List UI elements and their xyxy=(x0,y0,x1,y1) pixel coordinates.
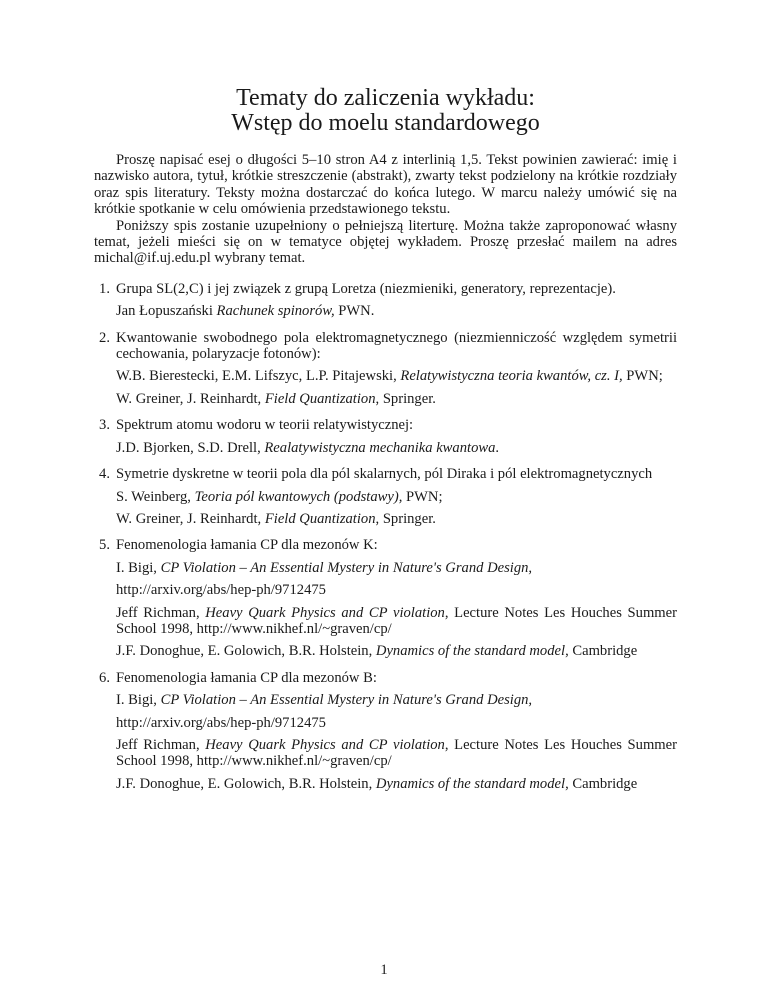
topic-item xyxy=(94,466,677,527)
item-number: 1. xyxy=(99,280,110,297)
reference xyxy=(116,776,677,792)
reference xyxy=(116,489,677,505)
reference xyxy=(116,715,677,731)
ref-authors: I. Bigi, xyxy=(116,692,161,709)
reference xyxy=(116,303,677,319)
ref-title: Rachunek spinorów, xyxy=(216,303,335,320)
topic-text: Kwantowanie swobodnego pola elektromagnetycznego (niezmienniczość względem symetrii cechowania, polaryzacje fotonów): xyxy=(116,329,677,363)
reference xyxy=(116,440,677,456)
reference xyxy=(116,391,677,407)
intro-paragraph: Poniższy spis zostanie uzupełniony o pełniejszą literturę. Można także zaproponować własny temat, jeżeli mieści się on w tematyce objętej wykładem. Proszę przesłać mailem na adres michal@if.uj.edu.pl wybrany temat. xyxy=(94,217,677,267)
ref-publisher: , Springer. xyxy=(375,510,436,527)
ref-publisher: . xyxy=(495,439,500,456)
ref-authors: http://arxiv.org/abs/hep-ph/9712475 xyxy=(116,714,326,731)
topic-item xyxy=(94,670,677,792)
ref-publisher: , Lecture Notes Les Houches Summer School 1998, http://www.nikhef.nl/~graven/cp/ xyxy=(116,604,677,637)
topic-text: Grupa SL(2,C) i jej związek z grupą Loretza (niezmieniki, generatory, reprezentacje). xyxy=(116,280,616,297)
topic-item xyxy=(94,537,677,659)
ref-authors: J.D. Bjorken, S.D. Drell, xyxy=(116,439,265,456)
page-number: 1 xyxy=(380,962,388,978)
ref-title: Field Quantization xyxy=(264,510,376,527)
intro-paragraph: Proszę napisać esej o długości 5–10 stron A4 z interlinią 1,5. Tekst powinien zawierać: imię i nazwisko autora, tytuł, krótkie streszczenie (abstrakt), zwarty tekst podzielony na krótkie rozdziały oraz spis literatury. Teksty można dostarczać do końca lutego. W marcu należy umówić się na krótkie spotkanie w celu omówienia przedstawionego tekstu. xyxy=(94,152,677,218)
item-number: 5. xyxy=(99,537,110,554)
ref-title: Dynamics of the standard model xyxy=(375,775,566,792)
ref-title: Heavy Quark Physics and CP violation xyxy=(205,604,445,621)
ref-publisher: , Lecture Notes Les Houches Summer School 1998, http://www.nikhef.nl/~graven/cp/ xyxy=(116,736,677,770)
document-title xyxy=(94,86,677,136)
ref-authors: http://arxiv.org/abs/hep-ph/9712475 xyxy=(116,582,326,599)
topic-list xyxy=(94,281,677,792)
ref-title: Heavy Quark Physics and CP violation xyxy=(205,736,445,753)
ref-publisher: PWN; xyxy=(402,488,443,505)
ref-authors: Jan Łopuszański xyxy=(116,303,217,320)
ref-publisher: PWN; xyxy=(622,368,663,385)
ref-authors: Jeff Richman, xyxy=(116,604,206,621)
ref-title: Relatywistyczna teoria kwantów, cz. I, xyxy=(400,368,623,385)
ref-publisher: , Cambridge xyxy=(565,643,638,660)
ref-title: CP Violation – An Essential Mystery in Nature's Grand Design, xyxy=(160,559,533,576)
reference xyxy=(116,605,677,638)
topic-text: Fenomenologia łamania CP dla mezonów K: xyxy=(116,537,378,554)
ref-authors: W. Greiner, J. Reinhardt, xyxy=(116,390,265,407)
ref-title: Realatywistyczna mechanika kwantowa xyxy=(264,439,496,456)
topic-text: Symetrie dyskretne w teorii pola dla pól skalarnych, pól Diraka i pól elektromagnetycznych xyxy=(116,466,653,483)
ref-publisher: , Springer. xyxy=(375,390,436,407)
ref-authors: Jeff Richman, xyxy=(116,736,206,753)
reference xyxy=(116,692,677,708)
topic-item xyxy=(94,281,677,320)
reference xyxy=(116,643,677,659)
reference xyxy=(116,511,677,527)
ref-title: CP Violation – An Essential Mystery in Nature's Grand Design, xyxy=(160,692,533,709)
topic-item xyxy=(94,330,677,408)
ref-authors: J.F. Donoghue, E. Golowich, B.R. Holstein, xyxy=(116,643,376,660)
topic-text: Spektrum atomu wodoru w teorii relatywistycznej: xyxy=(116,417,414,434)
topic-text: Fenomenologia łamania CP dla mezonów B: xyxy=(116,669,377,686)
ref-authors: W. Greiner, J. Reinhardt, xyxy=(116,510,265,527)
ref-publisher: PWN. xyxy=(334,303,375,320)
ref-authors: I. Bigi, xyxy=(116,559,161,576)
item-number: 4. xyxy=(99,466,110,483)
ref-authors: S. Weinberg, xyxy=(116,488,195,505)
ref-title: Teoria pól kwantowych (podstawy), xyxy=(194,488,403,505)
ref-authors: W.B. Bierestecki, E.M. Lifszyc, L.P. Pitajewski, xyxy=(116,368,401,385)
ref-title: Dynamics of the standard model xyxy=(375,643,566,660)
item-number: 6. xyxy=(99,669,110,686)
document-page xyxy=(94,86,677,802)
reference xyxy=(116,582,677,598)
ref-title: Field Quantization xyxy=(264,390,376,407)
ref-publisher: , Cambridge xyxy=(565,775,638,792)
reference xyxy=(116,368,677,384)
title-line-1: Tematy do zaliczenia wykładu: xyxy=(236,85,535,111)
topic-item xyxy=(94,417,677,456)
ref-authors: J.F. Donoghue, E. Golowich, B.R. Holstein, xyxy=(116,775,376,792)
reference xyxy=(116,560,677,576)
title-line-2: Wstęp do moelu standardowego xyxy=(231,110,540,136)
item-number: 2. xyxy=(99,329,110,346)
item-number: 3. xyxy=(99,417,110,434)
reference xyxy=(116,737,677,770)
